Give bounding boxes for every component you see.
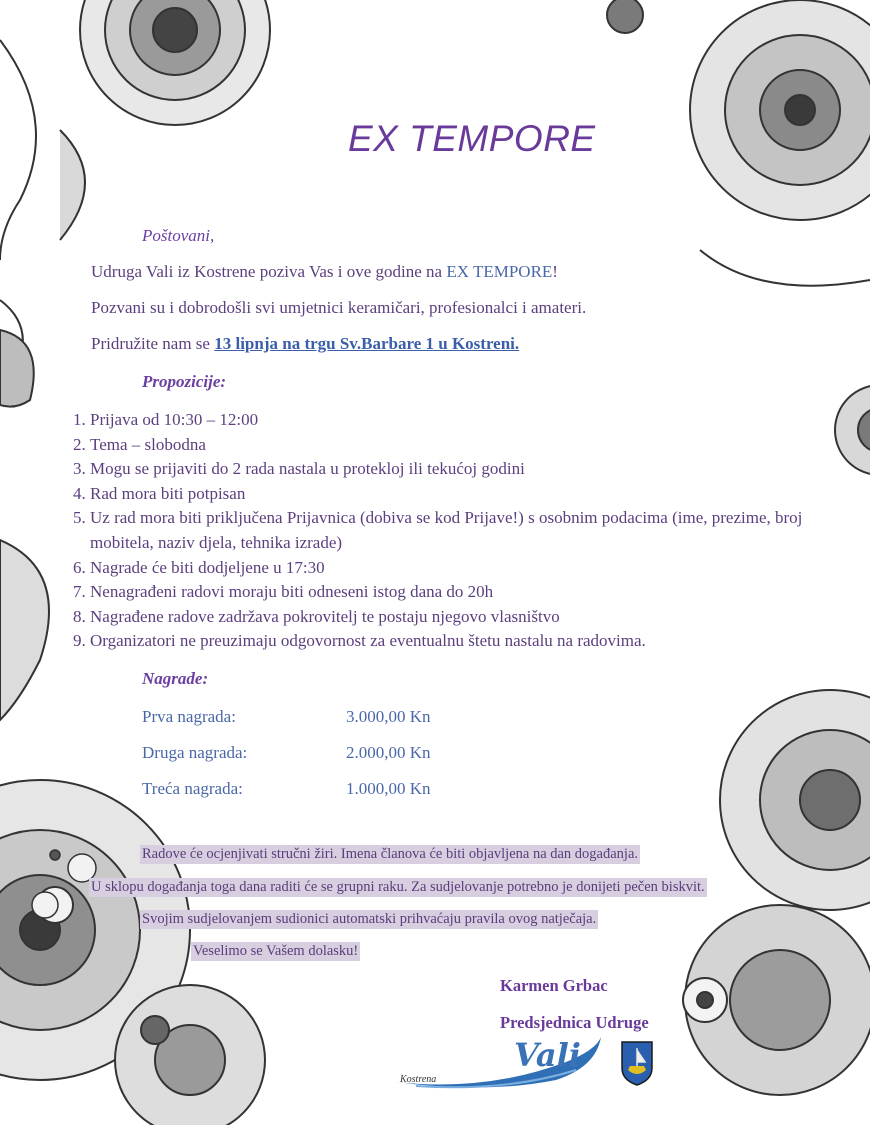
signature-role: Predsjednica Udruge (500, 1013, 649, 1032)
intro-line-1 (91, 262, 558, 282)
prize-label-3: Treća nagrada: (142, 779, 243, 798)
prize-label-1: Prva nagrada: (142, 707, 236, 726)
vali-logo (396, 1032, 606, 1092)
flower-top-right-icon (607, 0, 870, 286)
prize-label-2: Druga nagrada: (142, 743, 248, 762)
rules-heading: Propozicije: (142, 372, 227, 391)
greeting: Poštovani, (142, 226, 215, 245)
intro-line-3-text: Pridružite nam se (91, 334, 215, 353)
rules-list (60, 408, 860, 654)
leaves-left-icon (0, 330, 49, 720)
logo-text: Vali (514, 1036, 581, 1074)
event-location-link[interactable]: 13 lipnja na trgu Sv.Barbare 1 u Kostreni. (214, 334, 520, 353)
rule-item: 5. Uz rad mora biti priključena Prijavnica (dobiva se kod Prijave!) s osobnim podacima (ime, prezime, broj mobitela, naziv djela, tehnika izrade) (90, 506, 860, 555)
rule-item: 6. Nagrade će biti dodjeljene u 17:30 (90, 556, 860, 581)
flower-bottom-right-icon (683, 690, 870, 1095)
note-welcome: Veselimo se Vašem dolasku! (193, 943, 359, 959)
note-jury: Radove će ocjenjivati stručni žiri. Imena članova će biti objavljena na dan događanja. (142, 846, 639, 862)
prize-amount-3: 1.000,00 Kn (346, 779, 431, 798)
note-raku: U sklopu događanja toga dana raditi će se grupni raku. Za sudjelovanje potrebno je donijeti pečen biskvit. (91, 879, 705, 895)
kostrena-coat-of-arms-icon (620, 1040, 654, 1086)
rule-item: 9. Organizatori ne preuzimaju odgovornost za eventualnu štetu nastalu na radovima. (90, 629, 860, 654)
rule-item: 2. Tema – slobodna (90, 433, 860, 458)
intro-line-1-end: ! (552, 262, 558, 281)
rule-item: 3. Mogu se prijaviti do 2 rada nastala u protekloj ili tekućoj godini (90, 457, 860, 482)
rule-item: 7. Nenagrađeni radovi moraju biti odneseni istog dana do 20h (90, 580, 860, 605)
intro-line-3 (91, 334, 519, 354)
prize-amount-1: 3.000,00 Kn (346, 707, 431, 726)
rule-item: 8. Nagrađene radove zadržava pokrovitelj te postaju njegovo vlasništvo (90, 605, 860, 630)
prize-amount-2: 2.000,00 Kn (346, 743, 431, 762)
flower-top-left-icon (0, 0, 270, 380)
rule-item: 1. Prijava od 10:30 – 12:00 (90, 408, 860, 433)
page-title: EX TEMPORE (348, 118, 596, 159)
prizes-heading: Nagrade: (142, 669, 209, 688)
intro-line-2: Pozvani su i dobrodošli svi umjetnici keramičari, profesionalci i amateri. (91, 298, 587, 317)
event-name-highlight: EX TEMPORE (446, 262, 553, 281)
logo-subtext: Kostrena (400, 1074, 437, 1085)
rule-item: 4. Rad mora biti potpisan (90, 482, 860, 507)
signature-name: Karmen Grbac (500, 976, 608, 995)
note-rules-acceptance: Svojim sudjelovanjem sudionici automatski prihvaćaju pravila ovog natječaja. (142, 911, 597, 927)
intro-line-1-text: Udruga Vali iz Kostrene poziva Vas i ove godine na (91, 262, 447, 281)
